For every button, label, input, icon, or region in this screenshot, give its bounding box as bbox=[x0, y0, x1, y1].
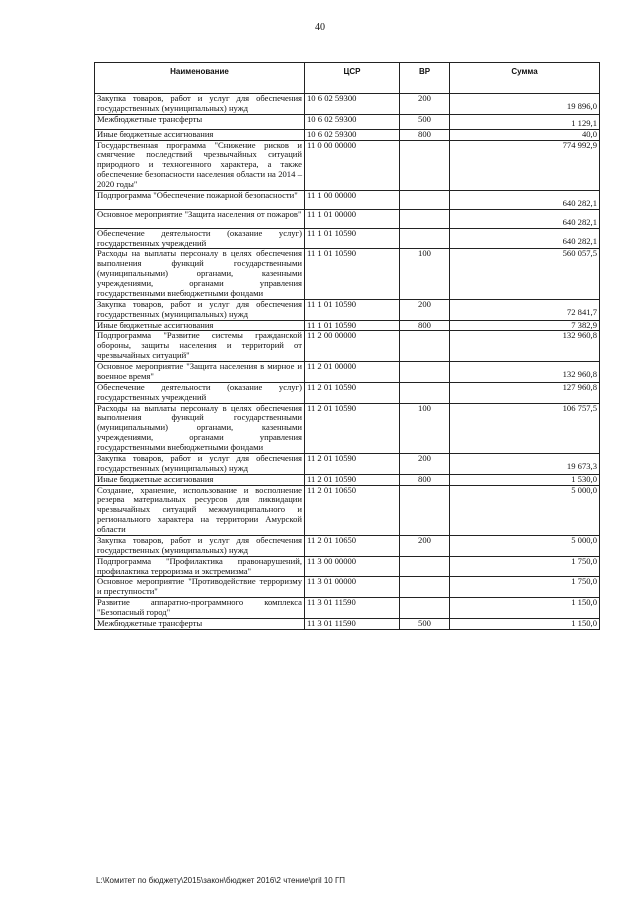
row-vr-cell: 200 bbox=[400, 535, 450, 556]
row-csr-cell: 11 1 00 00000 bbox=[305, 190, 400, 209]
table-row bbox=[95, 618, 600, 629]
row-name-cell: Подпрограмма "Профилактика правонарушений, профилактика терроризма и экстремизма" bbox=[95, 556, 305, 577]
row-vr-cell bbox=[400, 485, 450, 535]
row-vr-cell: 100 bbox=[400, 403, 450, 453]
table-row bbox=[95, 577, 600, 598]
row-name-cell: Закупка товаров, работ и услуг для обеспечения государственных (муниципальных) нужд bbox=[95, 453, 305, 474]
row-sum-value: 5 000,0 bbox=[571, 534, 597, 545]
row-sum-cell bbox=[450, 453, 600, 474]
table-row bbox=[95, 140, 600, 190]
row-csr-cell: 11 2 01 10590 bbox=[305, 474, 400, 485]
row-vr-cell bbox=[400, 190, 450, 209]
row-vr-cell: 800 bbox=[400, 320, 450, 331]
table-row bbox=[95, 382, 600, 403]
row-name-cell: Подпрограмма "Развитие системы гражданской обороны, защиты населения и территорий от чрезвычайных ситуаций" bbox=[95, 331, 305, 362]
row-name-cell: Развитие аппаратно-программного комплекса "Безопасный город" bbox=[95, 598, 305, 619]
row-sum-value: 127 960,8 bbox=[562, 381, 597, 392]
row-sum-value: 1 150,0 bbox=[571, 617, 597, 628]
table-header bbox=[95, 63, 600, 94]
row-vr-cell: 500 bbox=[400, 618, 450, 629]
row-vr-cell bbox=[400, 331, 450, 362]
row-csr-cell: 11 1 01 10590 bbox=[305, 249, 400, 299]
row-name-cell: Расходы на выплаты персоналу в целях обеспечения выполнения функций государственными (муниципальными) органами, казенными учреждениями, органами управления государственными внебюджетными фондами bbox=[95, 403, 305, 453]
row-sum-cell bbox=[450, 556, 600, 577]
row-sum-cell bbox=[450, 249, 600, 299]
row-vr-cell bbox=[400, 382, 450, 403]
table-row bbox=[95, 299, 600, 320]
row-sum-value: 40,0 bbox=[581, 128, 597, 139]
row-sum-value: 7 382,9 bbox=[571, 319, 597, 330]
row-sum-value: 640 282,1 bbox=[562, 197, 597, 208]
row-sum-cell bbox=[450, 299, 600, 320]
row-name-cell: Обеспечение деятельности (оказание услуг) государственных учреждений bbox=[95, 228, 305, 249]
row-name-cell: Иные бюджетные ассигнования bbox=[95, 320, 305, 331]
table-row bbox=[95, 228, 600, 249]
row-name-cell: Иные бюджетные ассигнования bbox=[95, 474, 305, 485]
row-sum-cell bbox=[450, 209, 600, 228]
row-sum-cell bbox=[450, 618, 600, 629]
row-sum-value: 19 673,3 bbox=[566, 460, 597, 471]
row-sum-cell bbox=[450, 140, 600, 190]
row-sum-value: 774 992,9 bbox=[562, 139, 597, 150]
row-sum-cell bbox=[450, 190, 600, 209]
row-name-cell: Основное мероприятие "Защита населения в мирное и военное время" bbox=[95, 362, 305, 383]
row-sum-cell bbox=[450, 403, 600, 453]
row-csr-cell: 11 1 01 10590 bbox=[305, 299, 400, 320]
row-name-cell: Подпрограмма "Обеспечение пожарной безопасности" bbox=[95, 190, 305, 209]
row-sum-value: 132 960,8 bbox=[562, 369, 597, 379]
row-sum-value: 1 150,0 bbox=[571, 597, 597, 608]
row-sum-value: 1 750,0 bbox=[571, 576, 597, 587]
row-sum-value: 1 129,1 bbox=[571, 117, 597, 128]
table-row bbox=[95, 598, 600, 619]
row-csr-cell: 11 3 01 11590 bbox=[305, 598, 400, 619]
header-sum: Сумма bbox=[450, 63, 600, 94]
row-sum-value: 132 960,8 bbox=[562, 330, 597, 341]
table-row bbox=[95, 320, 600, 331]
row-name-cell: Основное мероприятие "Защита населения от пожаров" bbox=[95, 209, 305, 228]
header-row bbox=[95, 63, 600, 94]
row-csr-cell: 11 2 01 00000 bbox=[305, 362, 400, 383]
row-sum-value: 640 282,1 bbox=[562, 216, 597, 227]
row-name-cell: Межбюджетные трансферты bbox=[95, 618, 305, 629]
row-sum-cell bbox=[450, 114, 600, 129]
row-csr-cell: 10 6 02 59300 bbox=[305, 114, 400, 129]
row-vr-cell bbox=[400, 598, 450, 619]
row-sum-cell bbox=[450, 382, 600, 403]
table-row bbox=[95, 485, 600, 535]
row-name-cell: Закупка товаров, работ и услуг для обеспечения государственных (муниципальных) нужд bbox=[95, 535, 305, 556]
row-sum-cell bbox=[450, 485, 600, 535]
row-name-cell: Основное мероприятие "Противодействие терроризму и преступности" bbox=[95, 577, 305, 598]
row-vr-cell bbox=[400, 209, 450, 228]
row-csr-cell: 11 3 01 00000 bbox=[305, 577, 400, 598]
table-row bbox=[95, 114, 600, 129]
row-sum-value: 1 750,0 bbox=[571, 555, 597, 566]
row-sum-value: 72 841,7 bbox=[566, 306, 597, 317]
row-csr-cell: 11 1 01 10590 bbox=[305, 228, 400, 249]
row-sum-value: 19 896,0 bbox=[566, 101, 597, 111]
table-row bbox=[95, 209, 600, 228]
row-name-cell: Межбюджетные трансферты bbox=[95, 114, 305, 129]
row-vr-cell: 100 bbox=[400, 249, 450, 299]
header-csr: ЦСР bbox=[305, 63, 400, 94]
table-row bbox=[95, 556, 600, 577]
row-csr-cell: 11 2 01 10650 bbox=[305, 535, 400, 556]
row-sum-cell bbox=[450, 598, 600, 619]
budget-table bbox=[94, 62, 600, 630]
table-row bbox=[95, 362, 600, 383]
row-name-cell: Обеспечение деятельности (оказание услуг) государственных учреждений bbox=[95, 382, 305, 403]
row-sum-cell bbox=[450, 228, 600, 249]
row-sum-cell bbox=[450, 535, 600, 556]
row-vr-cell: 800 bbox=[400, 129, 450, 140]
row-csr-cell: 11 3 00 00000 bbox=[305, 556, 400, 577]
footer-file-path: L:\Комитет по бюджету\2015\закон\бюджет 2016\2 чтение\pril 10 ГП bbox=[96, 876, 346, 885]
table-row bbox=[95, 190, 600, 209]
row-sum-value: 560 057,5 bbox=[562, 248, 597, 259]
table-row bbox=[95, 331, 600, 362]
row-name-cell: Закупка товаров, работ и услуг для обеспечения государственных (муниципальных) нужд bbox=[95, 299, 305, 320]
table-row bbox=[95, 129, 600, 140]
table-body bbox=[95, 94, 600, 630]
header-vr: ВР bbox=[400, 63, 450, 94]
row-sum-cell bbox=[450, 362, 600, 383]
row-csr-cell: 11 2 01 10590 bbox=[305, 382, 400, 403]
table-row bbox=[95, 403, 600, 453]
row-csr-cell: 11 1 01 00000 bbox=[305, 209, 400, 228]
page-number: 40 bbox=[315, 22, 325, 33]
row-sum-cell bbox=[450, 129, 600, 140]
table-row bbox=[95, 249, 600, 299]
row-csr-cell: 11 0 00 00000 bbox=[305, 140, 400, 190]
row-sum-cell bbox=[450, 94, 600, 115]
header-name: Наименование bbox=[95, 63, 305, 94]
row-sum-value: 106 757,5 bbox=[562, 402, 597, 413]
table-row bbox=[95, 535, 600, 556]
row-sum-value: 640 282,1 bbox=[562, 235, 597, 246]
table-row bbox=[95, 474, 600, 485]
row-vr-cell bbox=[400, 556, 450, 577]
row-csr-cell: 10 6 02 59300 bbox=[305, 94, 400, 115]
row-csr-cell: 11 2 01 10650 bbox=[305, 485, 400, 535]
row-csr-cell: 11 2 01 10590 bbox=[305, 453, 400, 474]
row-sum-cell bbox=[450, 474, 600, 485]
row-sum-value: 1 530,0 bbox=[571, 473, 597, 484]
row-vr-cell: 800 bbox=[400, 474, 450, 485]
row-name-cell: Создание, хранение, использование и восполнение резерва материальных ресурсов для ликвидации чрезвычайных ситуаций межмуниципального и регионального характера на территории Амурской области bbox=[95, 485, 305, 535]
row-name-cell: Закупка товаров, работ и услуг для обеспечения государственных (муниципальных) нужд bbox=[95, 94, 305, 115]
row-csr-cell: 11 3 01 11590 bbox=[305, 618, 400, 629]
row-sum-value: 5 000,0 bbox=[571, 484, 597, 495]
row-name-cell: Расходы на выплаты персоналу в целях обеспечения выполнения функций государственными (муниципальными) органами, казенными учреждениями, органами управления государственными внебюджетными фондами bbox=[95, 249, 305, 299]
row-vr-cell: 200 bbox=[400, 453, 450, 474]
row-csr-cell: 11 2 00 00000 bbox=[305, 331, 400, 362]
row-vr-cell bbox=[400, 228, 450, 249]
row-csr-cell: 11 2 01 10590 bbox=[305, 403, 400, 453]
row-vr-cell bbox=[400, 362, 450, 383]
row-name-cell: Иные бюджетные ассигнования bbox=[95, 129, 305, 140]
table-row bbox=[95, 453, 600, 474]
row-vr-cell: 200 bbox=[400, 299, 450, 320]
row-vr-cell bbox=[400, 577, 450, 598]
row-sum-cell bbox=[450, 577, 600, 598]
row-vr-cell: 200 bbox=[400, 94, 450, 115]
row-sum-cell bbox=[450, 320, 600, 331]
row-vr-cell: 500 bbox=[400, 114, 450, 129]
table-row bbox=[95, 94, 600, 115]
row-name-cell: Государственная программа "Снижение рисков и смягчение последствий чрезвычайных ситуаций природного и техногенного характера, а также обеспечение безопасности населения области на 2014 – 2020 годы" bbox=[95, 140, 305, 190]
row-csr-cell: 11 1 01 10590 bbox=[305, 320, 400, 331]
row-vr-cell bbox=[400, 140, 450, 190]
row-csr-cell: 10 6 02 59300 bbox=[305, 129, 400, 140]
row-sum-cell bbox=[450, 331, 600, 362]
